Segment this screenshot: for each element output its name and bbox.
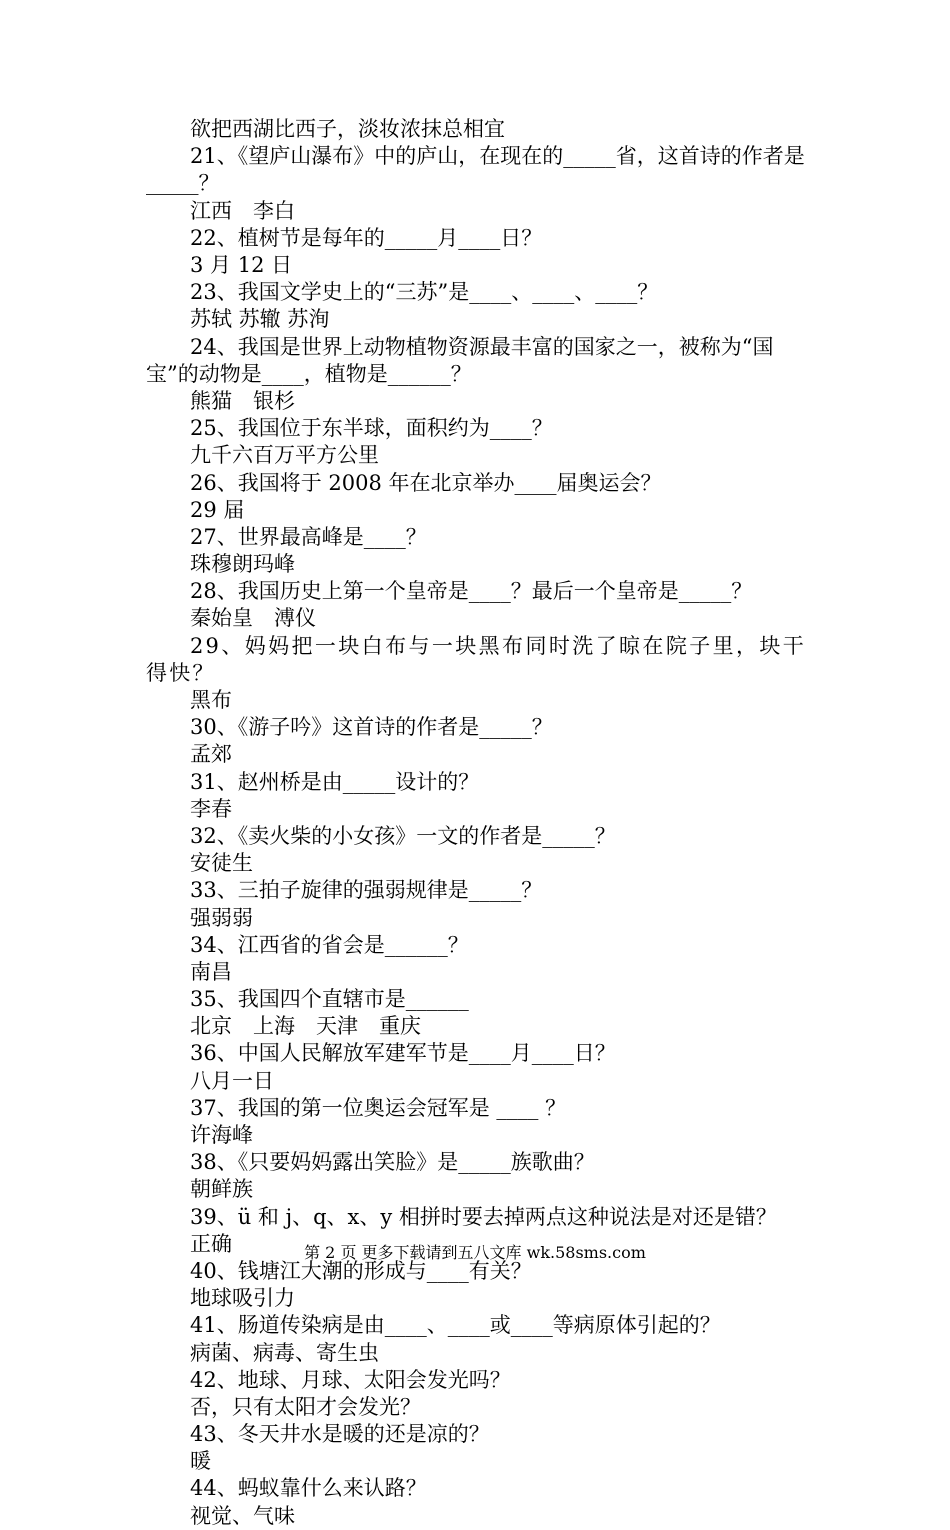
question-text: 33、三拍子旋律的强弱规律是_____？ (190, 878, 543, 903)
question-text: 39、ü 和 j、q、x、y 相拼时要去掉两点这种说法是对还是错？ (190, 1204, 777, 1229)
document-body (146, 116, 806, 1530)
answer-text: 否，只有太阳才会发光？ (190, 1394, 421, 1419)
answer-text: 李春 (190, 796, 232, 821)
question-text: 42、地球、月球、太阳会发光吗？ (190, 1367, 511, 1392)
answer-text: 地球吸引力 (190, 1286, 295, 1311)
question-text: 32、《卖火柴的小女孩》一文的作者是_____？ (190, 823, 616, 848)
question-text: 24、我国是世界上动物植物资源最丰富的国家之一，被称为“国宝”的动物是____，植物是______？ (146, 334, 774, 386)
answer-text: 八月一日 (190, 1068, 274, 1093)
intro-line: 欲把西湖比西子，淡妆浓抹总相宜 (190, 117, 505, 141)
answer-text: 九千六百万平方公里 (190, 443, 379, 468)
answer-text: 病菌、病毒、寄生虫 (190, 1340, 379, 1365)
answer-text: 29 届 (190, 497, 245, 522)
answer-text: 江西 李白 (190, 198, 295, 223)
answer-text: 黑布 (190, 688, 232, 713)
page-footer: 第 2 页 更多下载请到五八文库 wk.58sms.com (304, 1243, 646, 1262)
answer-text: 孟郊 (190, 742, 232, 767)
question-text: 25、我国位于东半球，面积约为____？ (190, 416, 553, 441)
answer-text: 熊猫 银杉 (190, 388, 295, 413)
question-text: 22、植树节是每年的_____月____日？ (190, 225, 543, 250)
question-text: 43、冬天井水是暖的还是凉的？ (190, 1422, 490, 1447)
question-text: 38、《只要妈妈露出笑脸》是_____族歌曲？ (190, 1150, 595, 1175)
answer-text: 朝鲜族 (190, 1177, 253, 1202)
question-text: 29、妈妈把一块白布与一块黑布同时洗了晾在院子里，块干得快？ (146, 633, 806, 685)
question-text: 44、蚂蚁靠什么来认路？ (190, 1476, 427, 1501)
answer-text: 正确 (190, 1231, 232, 1256)
question-text: 21、《望庐山瀑布》中的庐山，在现在的_____省，这首诗的作者是_____？ (146, 144, 805, 196)
question-text: 36、中国人民解放军建军节是____月____日？ (190, 1041, 616, 1066)
question-text: 41、肠道传染病是由____、____或____等病原体引起的？ (190, 1313, 721, 1338)
question-text: 35、我国四个直辖市是______ (190, 987, 469, 1012)
answer-text: 南昌 (190, 959, 232, 984)
answer-text: 北京 上海 天津 重庆 (190, 1014, 421, 1039)
answer-text: 许海峰 (190, 1123, 253, 1148)
question-list (146, 143, 806, 1530)
answer-text: 暖 (190, 1449, 211, 1474)
question-text: 31、赵州桥是由_____设计的？ (190, 769, 480, 794)
answer-text: 苏轼 苏辙 苏洵 (190, 307, 330, 332)
question-text: 26、我国将于 2008 年在北京举办____届奥运会？ (190, 470, 662, 495)
answer-text: 3 月 12 日 (190, 252, 293, 277)
answer-text: 安徒生 (190, 851, 253, 876)
answer-text: 珠穆朗玛峰 (190, 552, 295, 577)
question-text: 40、钱塘江大潮的形成与____有关？ (190, 1258, 532, 1283)
answer-text: 强弱弱 (190, 905, 253, 930)
question-text: 28、我国历史上第一个皇帝是____？最后一个皇帝是_____？ (190, 579, 753, 604)
question-text: 27、世界最高峰是____？ (190, 524, 427, 549)
question-text: 37、我国的第一位奥运会冠军是 ____ ？ (190, 1095, 567, 1120)
question-text: 23、我国文学史上的“三苏”是____、____、____？ (190, 280, 659, 305)
question-text: 34、江西省的省会是______？ (190, 932, 469, 957)
answer-text: 秦始皇 溥仪 (190, 606, 316, 631)
answer-text: 视觉、气味 (190, 1503, 295, 1528)
question-text: 30、《游子吟》这首诗的作者是_____？ (190, 715, 553, 740)
